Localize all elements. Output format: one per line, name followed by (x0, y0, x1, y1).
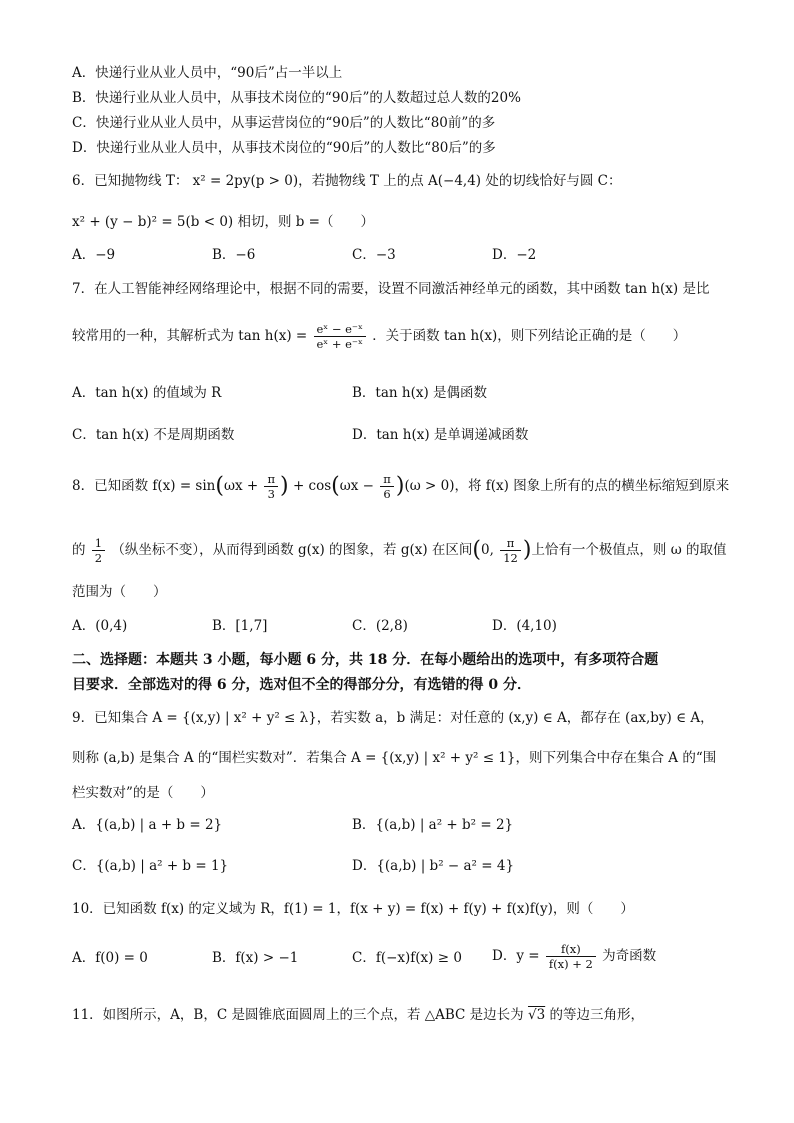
q8-option-a: A．(0,4) (72, 618, 128, 634)
q10-d-fraction (546, 942, 596, 971)
q8-text-b: ωx + (223, 478, 259, 494)
q8-two: 2 (94, 551, 103, 565)
q8-option-b: B．[1,7] (212, 618, 268, 634)
q8-pi: π (380, 472, 394, 487)
q7-stem-pre: 较常用的一种，其解析式为 tan h(x) = (72, 328, 308, 344)
q8-fraction-pi-6 (380, 472, 394, 501)
q8-fraction-half (92, 536, 105, 565)
q11-stem (72, 1005, 644, 1025)
q7-fraction-numerator: eˣ − e⁻ˣ (314, 322, 366, 337)
q6-option-b: B．−6 (212, 247, 256, 263)
q10-stem: 10．已知函数 f(x) 的定义域为 R，f(1) = 1，f(x + y) = f(x) + f(y) + f(x)f(y)，则（ ） (72, 901, 634, 917)
q6-stem-line2: x² + (y − b)² = 5(b < 0) 相切，则 b =（ ） (72, 214, 374, 230)
q8-fraction-pi-3 (264, 472, 278, 501)
q10-d-post: 为奇函数 (602, 948, 657, 964)
q7-fraction-denominator: eˣ + e⁻ˣ (316, 337, 363, 351)
q8-stem-line1 (72, 466, 729, 507)
q9-stem-line1: 9．已知集合 A = {(x,y) | x² + y² ≤ λ}，若实数 a，b 满足：对任意的 (x,y) ∈ A，都存在 (ax,by) ∈ A， (72, 710, 714, 726)
q8-text-d: ωx − (339, 478, 374, 494)
q8-option-d: D．(4,10) (492, 618, 557, 634)
q10-d-numerator: f(x) (546, 942, 596, 957)
q7-option-b: B．tan h(x) 是偶函数 (352, 385, 488, 401)
q8-paren: ( (331, 473, 340, 499)
q8-text-c: + cos (292, 478, 332, 494)
q8-one: 1 (92, 536, 105, 551)
section-heading-line2: 目要求．全部选对的得 6 分，选对但不全的得部分分，有选错的得 0 分． (72, 677, 531, 693)
q8-text-e: (ω > 0)，将 f(x) 图象上所有的点的横坐标缩短到原来 (404, 478, 730, 494)
q8-three: 3 (267, 487, 275, 501)
q6-stem-line1: 6．已知抛物线 T： x² = 2py(p > 0)，若抛物线 T 上的点 A(−4,4) 处的切线恰好与圆 C： (72, 173, 622, 189)
q7-stem-line1: 7．在人工智能神经网络理论中，根据不同的需要，设置不同激活神经单元的函数，其中函数 tan h(x) 是比 (72, 281, 710, 297)
q8-text-i: 上恰有一个极值点，则 ω 的取值 (531, 542, 727, 558)
q7-option-c: C．tan h(x) 不是周期函数 (72, 427, 235, 443)
q9-option-a: A．{(a,b) | a + b = 2} (72, 817, 223, 833)
q8-paren: ( (215, 473, 224, 499)
q5-option-b: B．快递行业从业人员中，从事技术岗位的“90后”的人数超过总人数的20% (72, 90, 521, 106)
q7-option-a: A．tan h(x) 的值域为 R (72, 385, 222, 401)
q8-text-g: （纵坐标不变），从而得到函数 g(x) 的图象，若 g(x) 在区间 (111, 542, 473, 558)
q9-option-c: C．{(a,b) | a² + b = 1} (72, 858, 229, 874)
q9-option-d: D．{(a,b) | b² − a² = 4} (352, 858, 515, 874)
q8-text-f: 的 (72, 542, 86, 558)
q10-d-denominator: f(x) + 2 (548, 957, 593, 971)
q8-stem-line2 (72, 530, 727, 571)
q8-stem-line3: 范围为（ ） (72, 584, 167, 600)
q9-stem-line2: 则称 (a,b) 是集合 A 的“围栏实数对”．若集合 A = {(x,y) | x² + y² ≤ 1}，则下列集合中存在集合 A 的“围 (72, 750, 717, 766)
q8-pi: π (264, 472, 278, 487)
q8-paren: ) (522, 537, 532, 563)
q5-option-d: D．快递行业从业人员中，从事技术岗位的“90后”的人数比“80后”的多 (72, 140, 496, 156)
q7-stem-line2 (72, 318, 686, 354)
q10-d-pre: D．y = (492, 948, 540, 964)
q11-stem-post: 的等边三角形， (549, 1007, 644, 1023)
q8-paren: ) (395, 473, 405, 499)
q7-option-d: D．tan h(x) 是单调递减函数 (352, 427, 529, 443)
q8-fraction-pi-12 (500, 536, 521, 565)
section-heading-line1: 二、选择题：本题共 3 小题，每小题 6 分，共 18 分．在每小题给出的选项中，有多项符合题 (72, 652, 659, 668)
q10-option-d (492, 938, 656, 974)
q11-sqrt: √3 (527, 1007, 546, 1023)
q7-formula-fraction (314, 322, 366, 351)
q8-text-a: 8．已知函数 f(x) = sin (72, 478, 216, 494)
q8-six: 6 (383, 487, 391, 501)
q7-stem-post: ．关于函数 tan h(x)，则下列结论正确的是（ ） (372, 328, 687, 344)
q11-stem-pre: 11．如图所示，A，B，C 是圆锥底面圆周上的三个点，若 △ABC 是边长为 (72, 1007, 524, 1023)
q8-option-c: C．(2,8) (352, 618, 408, 634)
q6-option-d: D．−2 (492, 247, 537, 263)
q9-option-b: B．{(a,b) | a² + b² = 2} (352, 817, 514, 833)
q8-text-h: 0, (481, 542, 494, 558)
q5-option-c: C．快递行业从业人员中，从事运营岗位的“90后”的人数比“80前”的多 (72, 115, 496, 131)
q10-option-c: C．f(−x)f(x) ≥ 0 (352, 950, 462, 966)
q10-option-a: A．f(0) = 0 (72, 950, 148, 966)
q8-twelve: 12 (503, 551, 518, 565)
q5-option-a: A．快递行业从业人员中，“90后”占一半以上 (72, 65, 343, 81)
q6-option-c: C．−3 (352, 247, 396, 263)
q10-option-b: B．f(x) > −1 (212, 950, 299, 966)
q8-pi: π (500, 536, 521, 551)
q6-option-a: A．−9 (72, 247, 116, 263)
q9-stem-line3: 栏实数对”的是（ ） (72, 785, 214, 801)
q8-paren: ) (280, 473, 289, 499)
q8-paren: ( (472, 537, 482, 563)
